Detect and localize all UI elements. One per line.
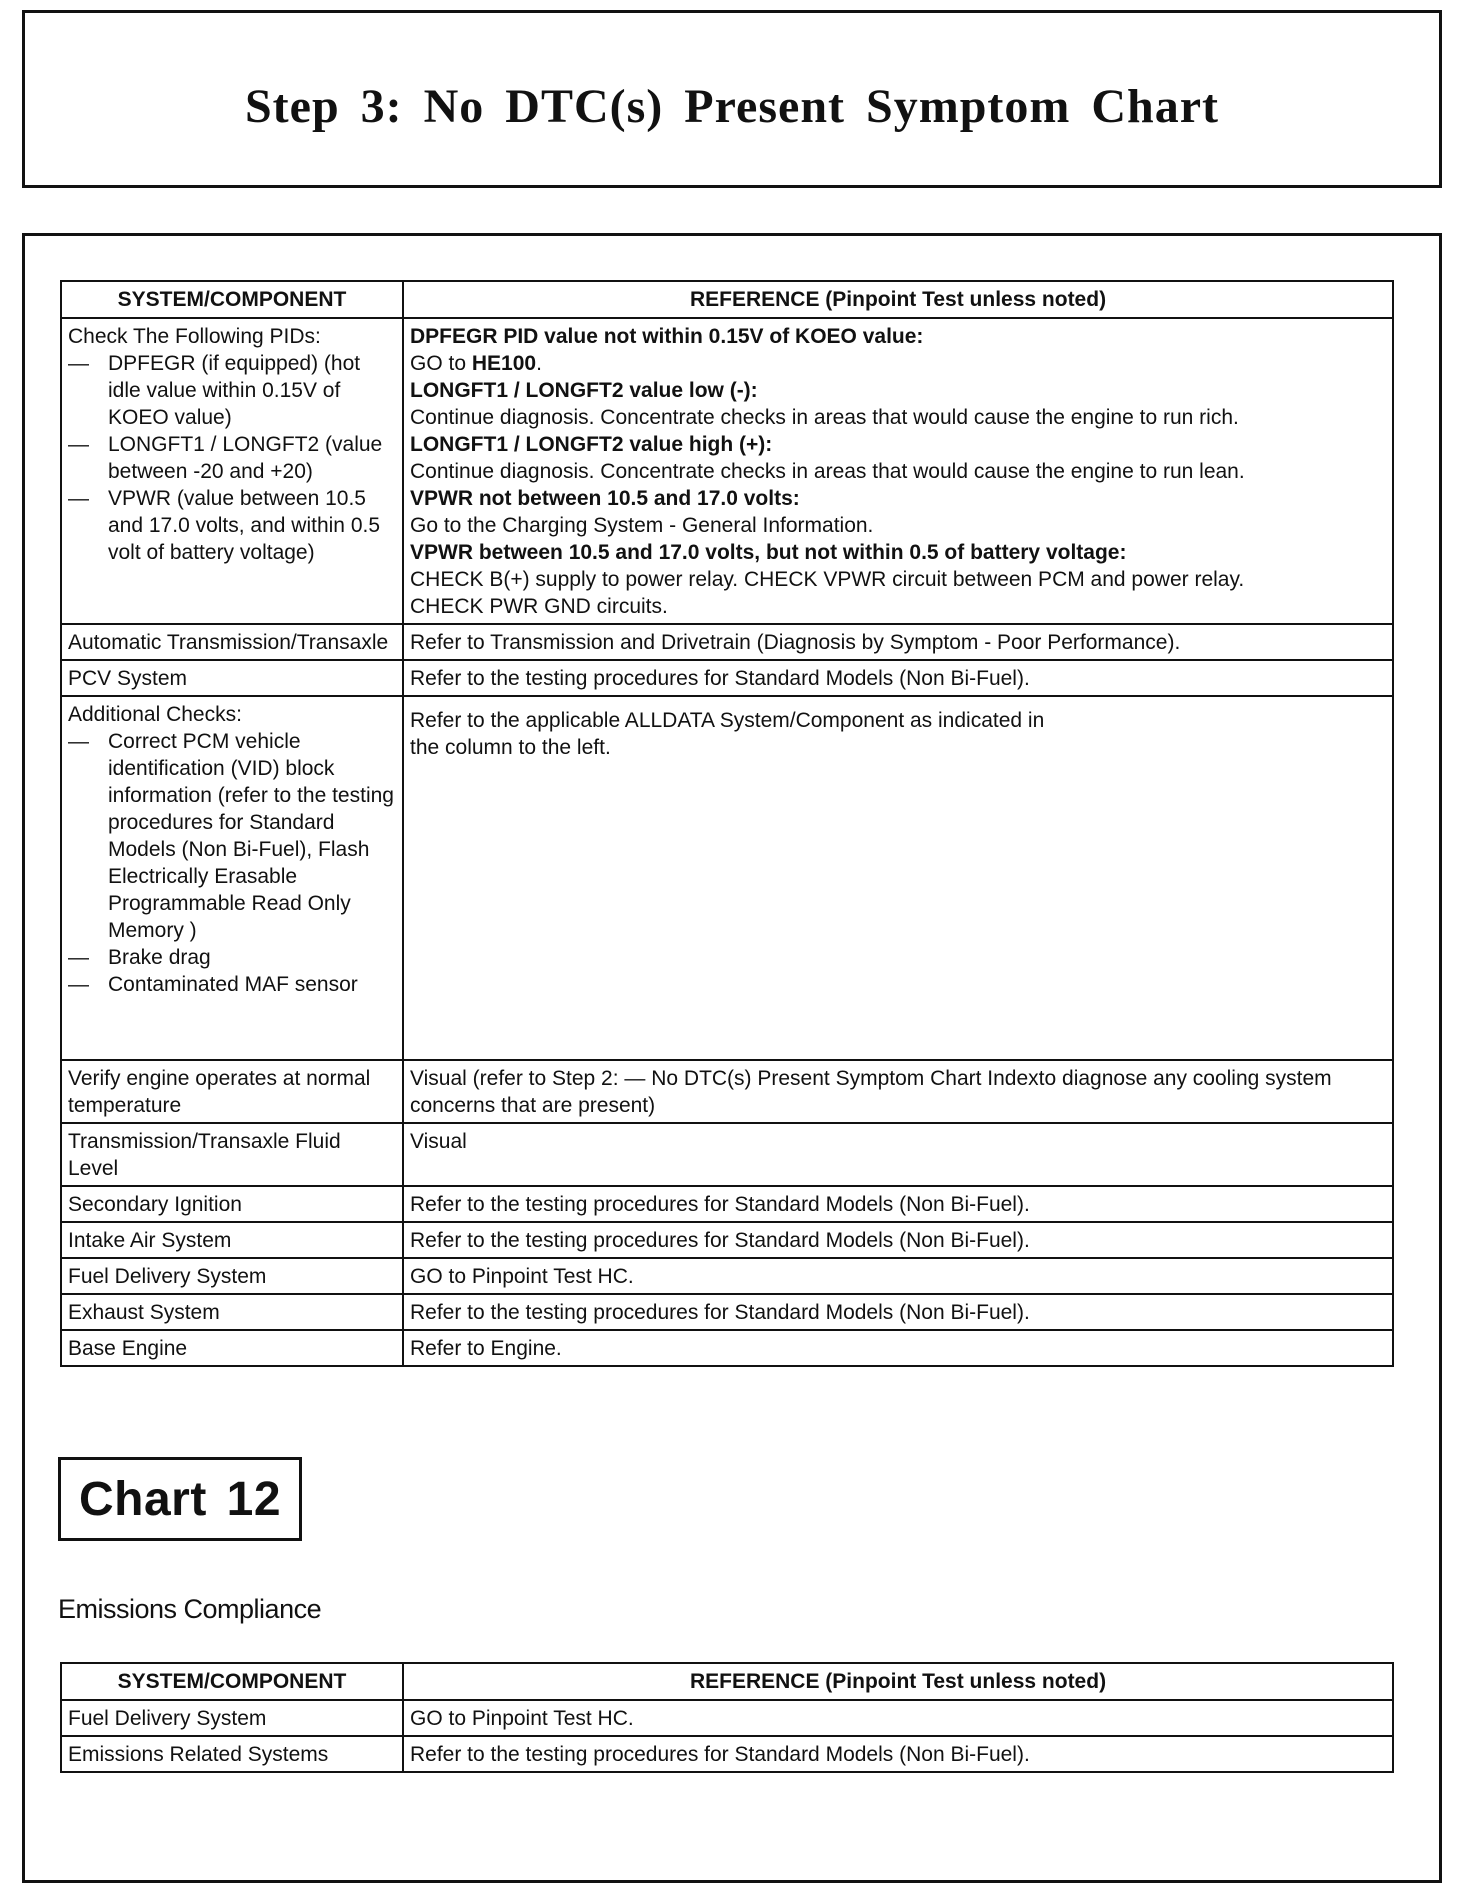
table-row — [61, 1700, 1393, 1736]
reference-cell: GO to Pinpoint Test HC. — [403, 1258, 1393, 1294]
system-cell: Emissions Related Systems — [61, 1736, 403, 1772]
ref-line: DPFEGR PID value not within 0.15V of KOEO value: — [410, 325, 924, 348]
table-row — [61, 1258, 1393, 1294]
list-item: — DPFEGR (if equipped) (hot idle value within 0.15V of KOEO value) — [68, 350, 396, 431]
table-row — [61, 1123, 1393, 1186]
reference-cell: Refer to the testing procedures for Standard Models (Non Bi-Fuel). — [403, 1294, 1393, 1330]
pid-check-cell — [61, 318, 403, 624]
pid-list — [68, 350, 396, 566]
reference-cell: Refer to the testing procedures for Standard Models (Non Bi-Fuel). — [403, 660, 1393, 696]
emissions-compliance-table — [60, 1662, 1394, 1773]
ref-line: VPWR not between 10.5 and 17.0 volts: — [410, 487, 800, 510]
symptom-chart-table — [60, 280, 1394, 1367]
ref-line: LONGFT1 / LONGFT2 value low (-): — [410, 379, 758, 402]
reference-cell: Refer to Transmission and Drivetrain (Diagnosis by Symptom - Poor Performance). — [403, 624, 1393, 660]
additional-checks-row — [61, 696, 1393, 1060]
ref-line: CHECK B(+) supply to power relay. CHECK VPWR circuit between PCM and power relay. — [410, 568, 1245, 591]
system-cell: Automatic Transmission/Transaxle — [61, 624, 403, 660]
system-cell: Fuel Delivery System — [61, 1700, 403, 1736]
system-cell: Secondary Ignition — [61, 1186, 403, 1222]
table-row — [61, 1294, 1393, 1330]
reference-column-header: REFERENCE (Pinpoint Test unless noted) — [403, 281, 1393, 318]
additional-checks-list — [68, 728, 396, 998]
table-row — [61, 1330, 1393, 1366]
pid-check-row — [61, 318, 1393, 624]
ref-line — [410, 350, 1386, 377]
chart-number-label: Chart 12 — [58, 1457, 302, 1541]
list-item: — Brake drag — [68, 944, 396, 971]
reference-cell: Refer to Engine. — [403, 1330, 1393, 1366]
reference-cell: Refer to the testing procedures for Standard Models (Non Bi-Fuel). — [403, 1186, 1393, 1222]
ref-line: Continue diagnosis. Concentrate checks in areas that would cause the engine to run lean. — [410, 460, 1245, 483]
list-item: — Correct PCM vehicle identification (VID) block information (refer to the testing procedures for Standard Models (Non Bi-Fuel), Flash Electrically Erasable Programmable Read Only Memory ) — [68, 728, 396, 944]
system-cell: Transmission/Transaxle Fluid Level — [61, 1123, 403, 1186]
system-cell: Exhaust System — [61, 1294, 403, 1330]
system-cell: Verify engine operates at normal temperature — [61, 1060, 403, 1123]
table-header-row — [61, 281, 1393, 318]
system-cell: Fuel Delivery System — [61, 1258, 403, 1294]
reference-cell: Refer to the testing procedures for Standard Models (Non Bi-Fuel). — [403, 1736, 1393, 1772]
ref-suffix: . — [536, 352, 542, 375]
title-box — [22, 10, 1442, 188]
pid-reference-cell — [403, 318, 1393, 624]
list-item: — Contaminated MAF sensor — [68, 971, 396, 998]
system-column-header: SYSTEM/COMPONENT — [61, 281, 403, 318]
table-row — [61, 624, 1393, 660]
additional-checks-cell — [61, 696, 403, 1060]
list-item: — VPWR (value between 10.5 and 17.0 volts, and within 0.5 volt of battery voltage) — [68, 485, 396, 566]
additional-checks-intro: Additional Checks: — [68, 703, 242, 726]
page-title: Step 3: No DTC(s) Present Symptom Chart — [244, 79, 1220, 133]
ref-line: LONGFT1 / LONGFT2 value high (+): — [410, 433, 773, 456]
pinpoint-test-code: HE100 — [471, 352, 537, 375]
reference-cell: Visual — [403, 1123, 1393, 1186]
additional-checks-reference: Refer to the applicable ALLDATA System/Component as indicated in the column to the left. — [410, 709, 1045, 759]
pid-check-intro: Check The Following PIDs: — [68, 325, 321, 348]
ref-line: Continue diagnosis. Concentrate checks in areas that would cause the engine to run rich. — [410, 406, 1239, 429]
reference-column-header: REFERENCE (Pinpoint Test unless noted) — [403, 1663, 1393, 1700]
ref-line: VPWR between 10.5 and 17.0 volts, but not within 0.5 of battery voltage: — [410, 541, 1127, 564]
table-row — [61, 660, 1393, 696]
ref-line: CHECK PWR GND circuits. — [410, 595, 668, 618]
table-row — [61, 1186, 1393, 1222]
list-item: — LONGFT1 / LONGFT2 (value between -20 and +20) — [68, 431, 396, 485]
reference-cell: Visual (refer to Step 2: — No DTC(s) Present Symptom Chart Indexto diagnose any cooling system concerns that are present) — [403, 1060, 1393, 1123]
table-header-row — [61, 1663, 1393, 1700]
system-cell: Intake Air System — [61, 1222, 403, 1258]
reference-cell: Refer to the testing procedures for Standard Models (Non Bi-Fuel). — [403, 1222, 1393, 1258]
table-row — [61, 1060, 1393, 1123]
reference-cell — [403, 696, 1393, 1060]
ref-line: Go to the Charging System - General Information. — [410, 514, 874, 537]
system-cell: PCV System — [61, 660, 403, 696]
ref-prefix: GO to — [410, 352, 472, 375]
table-row — [61, 1736, 1393, 1772]
system-cell: Base Engine — [61, 1330, 403, 1366]
table-row — [61, 1222, 1393, 1258]
system-column-header: SYSTEM/COMPONENT — [61, 1663, 403, 1700]
reference-cell: GO to Pinpoint Test HC. — [403, 1700, 1393, 1736]
section-subtitle: Emissions Compliance — [58, 1594, 322, 1624]
